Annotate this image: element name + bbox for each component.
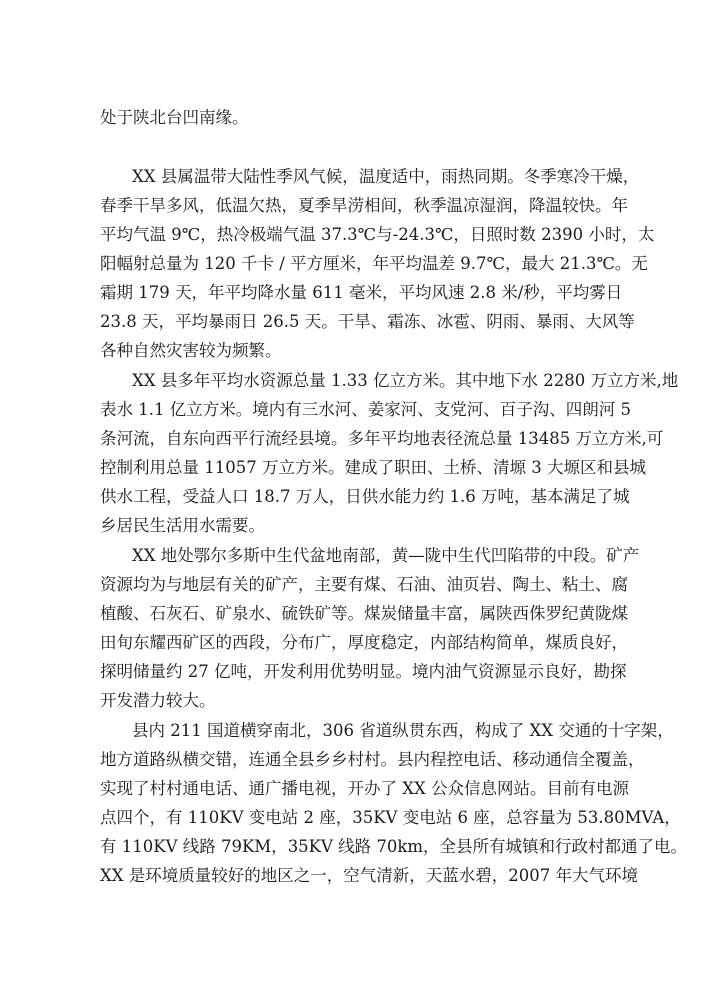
text-line: 条河流，自东向西平行流经县境。多年平均地表径流总量 13485 万立方米,可 <box>100 429 664 448</box>
text-line: 霜期 179 天，年平均降水量 611 毫米，平均风速 2.8 米/秒，平均雾日 <box>100 283 623 302</box>
text-line: 处于陕北台凹南缘。 <box>100 108 249 127</box>
text-line: 地方道路纵横交错，连通全县乡乡村村。县内程控电话、移动通信全覆盖， <box>100 750 645 769</box>
text-line: 23.8 天，平均暴雨日 26.5 天。干旱、霜冻、冰雹、阴雨、暴雨、大风等 <box>100 312 635 331</box>
text-line: XX 县属温带大陆性季风气候，温度适中，雨热同期。冬季寒冷干燥， <box>132 167 640 186</box>
text-line: 平均气温 9℃，热冷极端气温 37.3℃与-24.3℃，日照时数 2390 小时，太 <box>100 225 655 244</box>
text-line: XX 地处鄂尔多斯中生代盆地南部，黄—陇中生代凹陷带的中段。矿产 <box>132 546 640 565</box>
text-line: XX 是环境质量较好的地区之一，空气清新，天蓝水碧，2007 年大气环境 <box>100 866 638 885</box>
text-line: 县内 211 国道横穿南北，306 省道纵贯东西，构成了 XX 交通的十字架， <box>132 721 674 740</box>
text-line: 点四个，有 110KV 变电站 2 座，35KV 变电站 6 座，总容量为 53.80MVA， <box>100 808 681 827</box>
text-line: 实现了村村通电话、通广播电视，开办了 XX 公众信息网站。目前有电源 <box>100 779 629 798</box>
text-line: 乡居民生活用水需要。 <box>100 516 265 535</box>
text-line: 有 110KV 线路 79KM，35KV 线路 70km，全县所有城镇和行政村都通了电。 <box>100 837 688 856</box>
text-line: 控制利用总量 11057 万立方米。建成了职田、土桥、清塬 3 大塬区和县城 <box>100 458 646 477</box>
text-line: 田旬东耀西矿区的西段，分布广，厚度稳定，内部结构简单，煤质良好， <box>100 633 628 652</box>
text-line: 供水工程，受益人口 18.7 万人，日供水能力约 1.6 万吨，基本满足了城 <box>100 487 630 506</box>
text-line: 资源均为与地层有关的矿产，主要有煤、石油、油页岩、陶土、粘土、腐 <box>100 575 628 594</box>
text-line: 探明储量约 27 亿吨，开发利用优势明显。境内油气资源显示良好，勘探 <box>100 662 627 681</box>
text-line: 植酸、石灰石、矿泉水、硫铁矿等。煤炭储量丰富，属陕西侏罗纪黄陇煤 <box>100 604 628 623</box>
text-line: XX 县多年平均水资源总量 1.33 亿立方米。其中地下水 2280 万立方米,地 <box>132 371 679 390</box>
text-line: 阳幅射总量为 120 千卡 / 平方厘米，年平均温差 9.7℃，最大 21.3℃。无 <box>100 254 648 273</box>
text-line: 春季干旱多风，低温欠热，夏季旱涝相间，秋季温凉湿润，降温较快。年 <box>100 196 628 215</box>
text-line: 开发潜力较大。 <box>100 691 216 710</box>
text-line: 各种自然灾害较为频繁。 <box>100 341 282 360</box>
text-line: 表水 1.1 亿立方米。境内有三水河、姜家河、支党河、百子沟、四朗河 5 <box>100 400 631 419</box>
